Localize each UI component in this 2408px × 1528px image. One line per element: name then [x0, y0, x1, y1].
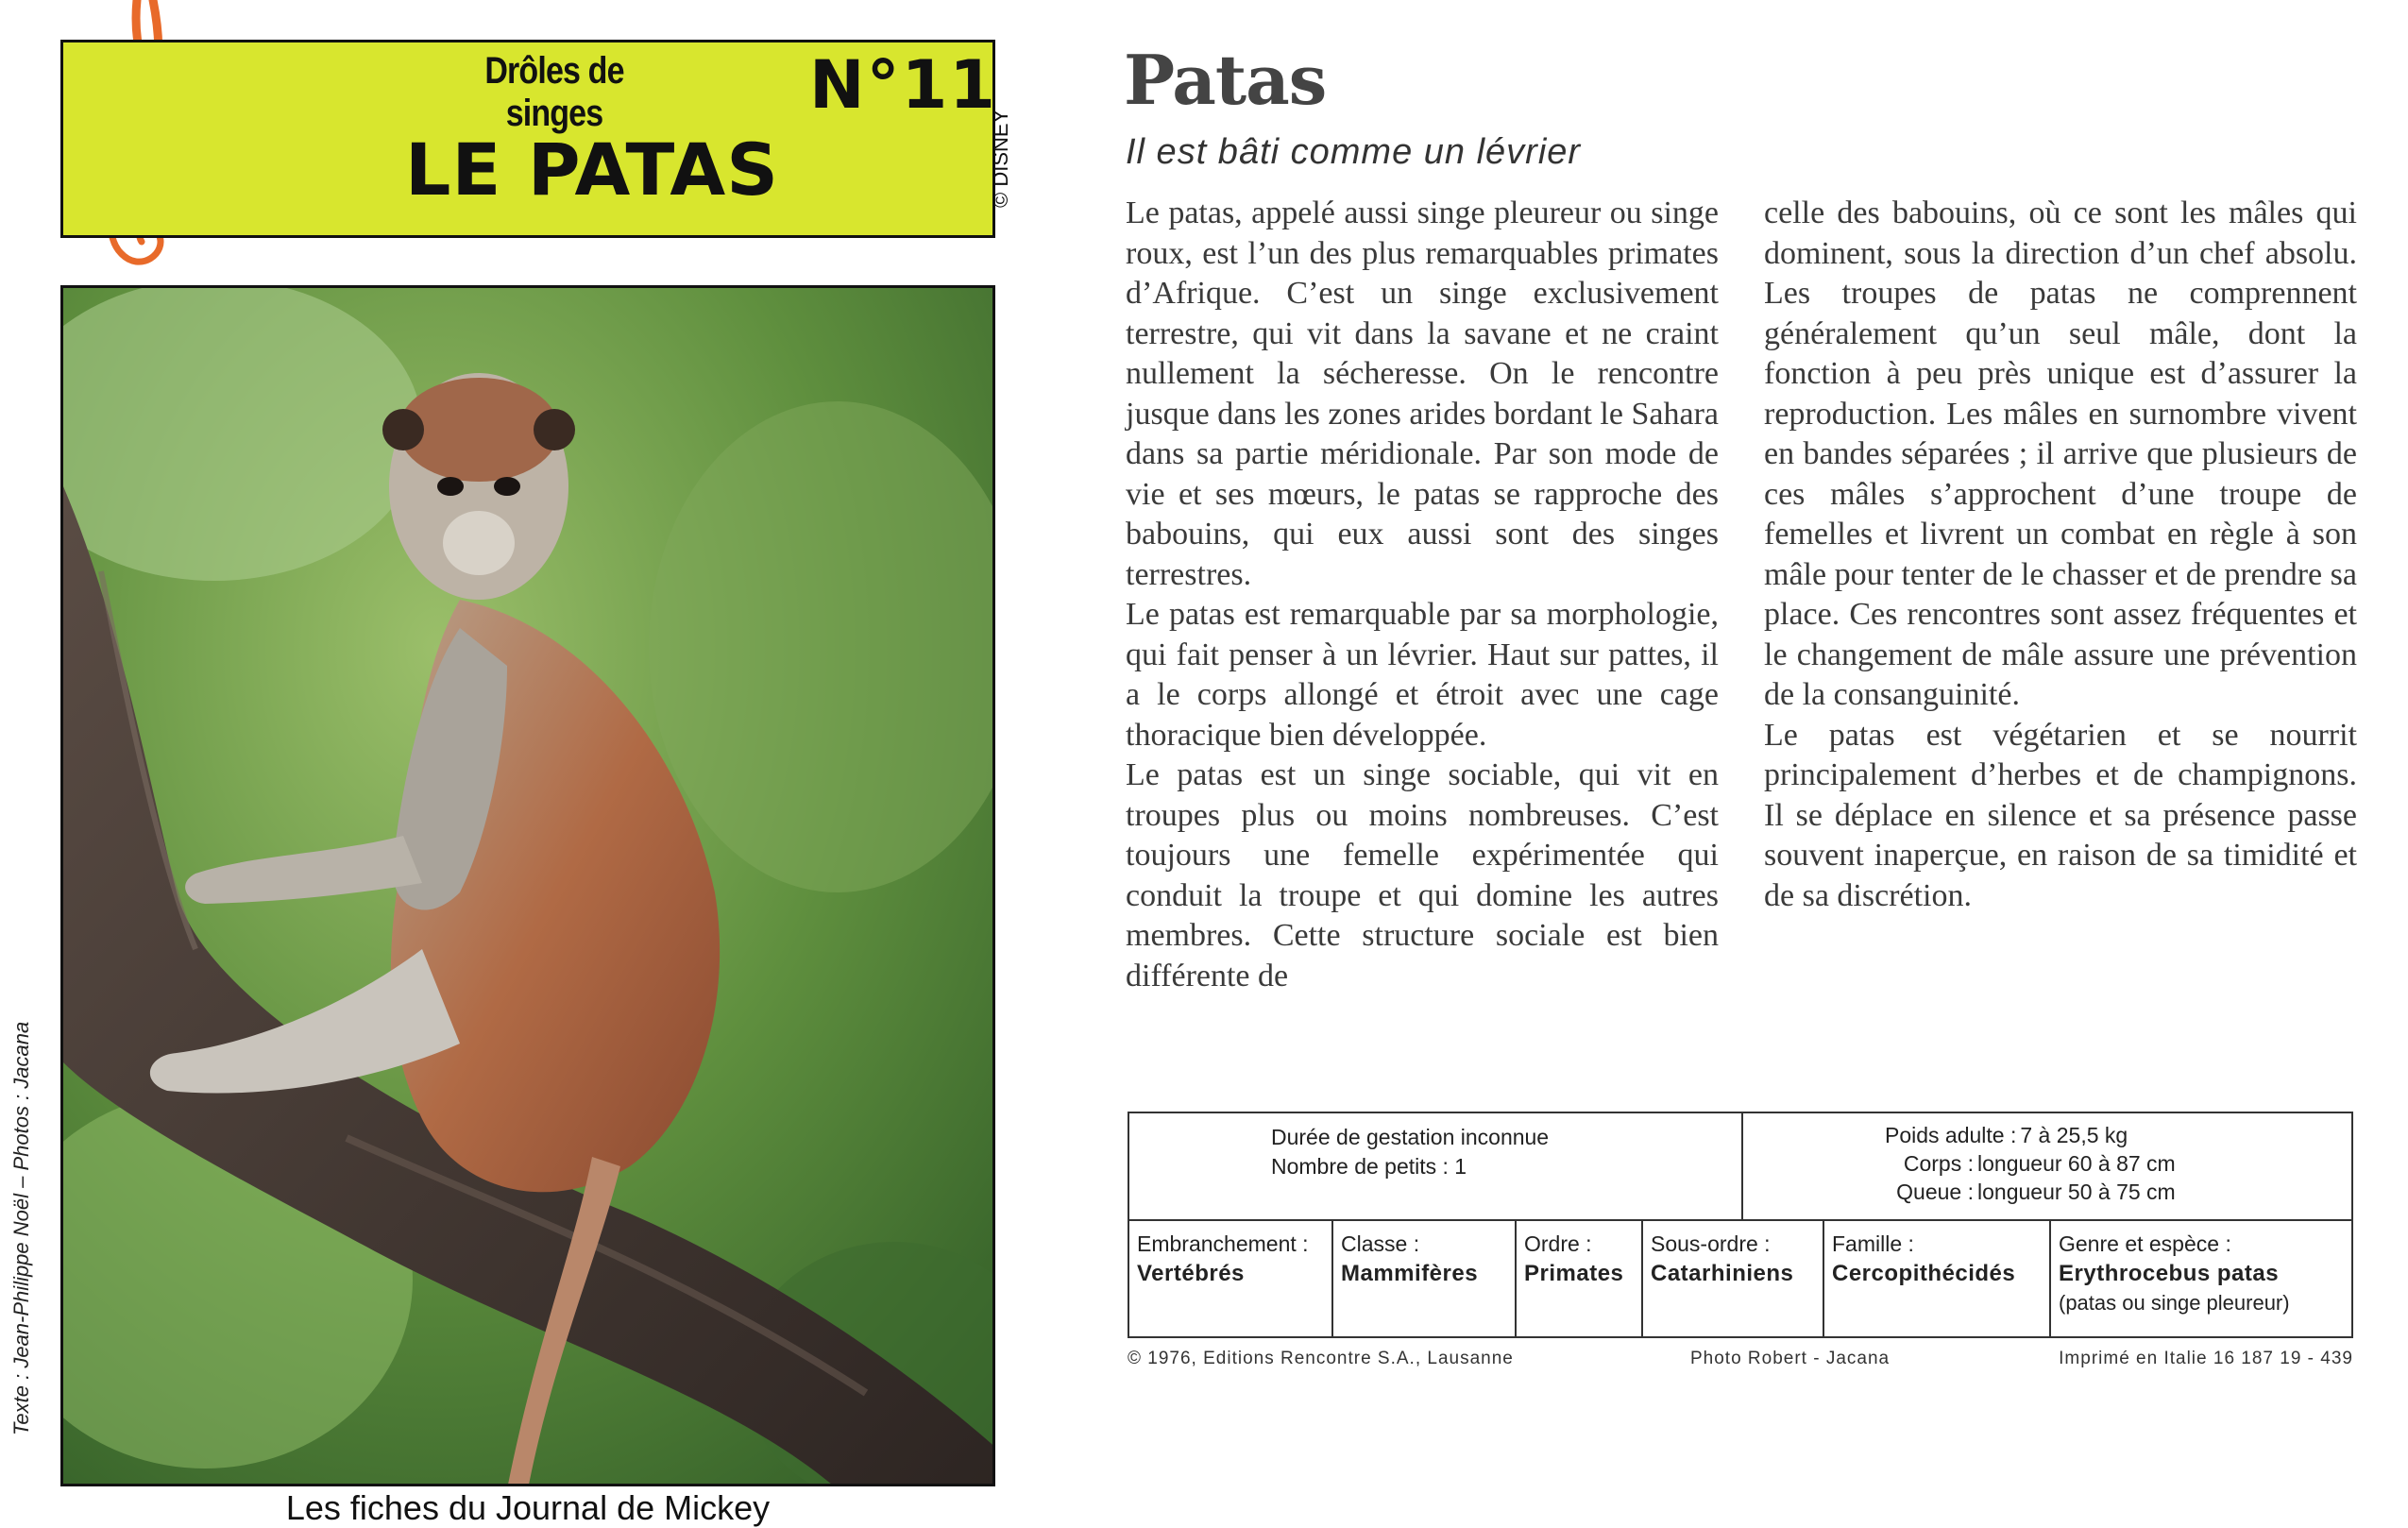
text-column-left	[1126, 194, 1719, 996]
taxonomy-note: (patas ou singe pleureur)	[2059, 1291, 2290, 1315]
taxonomy-value: Catarhiniens	[1651, 1261, 1794, 1286]
taxonomy-value: Mammifères	[1341, 1261, 1479, 1286]
taxonomy-value: Erythrocebus patas	[2059, 1261, 2280, 1286]
taxonomy-label: Ordre :	[1524, 1231, 1592, 1256]
photo-text-credit: Texte : Jean-Philippe Noël – Photos : Jacana	[9, 1021, 33, 1435]
patas-monkey-on-branch-photo	[60, 285, 995, 1486]
taxonomy-label: Famille :	[1832, 1231, 1914, 1256]
tail-label: Queue :	[1896, 1180, 1974, 1204]
reproduction-facts	[1271, 1123, 1549, 1181]
paragraph: Le patas est un singe sociable, qui vit en troupes plus ou moins nombreuses. C’est toujours une femelle expérimentée qui conduit la troupe et qui domine les autres membres. Cette structure sociale est bien différente de	[1126, 757, 1719, 993]
paragraph: Le patas, appelé aussi singe pleureur ou singe roux, est l’un des plus remarquables primates d’Afrique. C’est un singe exclusivement terrestre, qui vit dans la savane et ne craint nullement la sécheresse. On le rencontre jusque dans les zones arides bordant le Sahara dans sa partie méridionale. Par son mode de vie et ses mœurs, le patas se rapproche des babouins, qui eux aussi sont des singes terrestres.	[1126, 195, 1719, 592]
taxonomy-value: Cercopithécidés	[1832, 1261, 2016, 1286]
taxonomy-order	[1517, 1219, 1643, 1336]
taxonomy-label: Genre et espèce :	[2059, 1231, 2231, 1256]
printed-in-text: Imprimé en Italie 16 187 19 - 439	[2059, 1349, 2353, 1368]
taxonomy-value: Vertébrés	[1137, 1261, 1245, 1286]
body-value: longueur 60 à 87 cm	[1977, 1151, 2176, 1176]
taxonomy-label: Classe :	[1341, 1231, 1420, 1256]
tail-value: longueur 50 à 75 cm	[1977, 1180, 2176, 1204]
size-facts	[1885, 1121, 2176, 1206]
article-subtitle: Il est bâti comme un lévrier	[1126, 132, 1582, 172]
photo-credit-text: Photo Robert - Jacana	[1690, 1349, 1891, 1368]
body-length-row	[1885, 1149, 2176, 1178]
facts-table	[1128, 1112, 2353, 1338]
taxonomy-family	[1824, 1219, 2051, 1336]
weight-value: 7 à 25,5 kg	[2020, 1123, 2128, 1147]
photo-illustration	[63, 288, 995, 1486]
tail-length-row	[1885, 1178, 2176, 1206]
paragraph: celle des babouins, où ce sont les mâles qui dominent, sous la direction d’un chef absolu. Les troupes de patas ne comprennent généralement qu’un seul mâle, dont la fonction à peu près unique est d’assurer la reproduction. Les mâles en surnombre vivent en bandes séparées ; il arrive que plusieurs de ces mâles s’approchent d’une troupe de femelles et livrent un combat en règle à son mâle pour tenter de le chasser et de prendre sa place. Ces rencontres sont assez fréquentes et le changement de mâle assure une prévention de la consanguinité.	[1764, 195, 2357, 712]
text-column-right	[1764, 194, 2357, 916]
taxonomy-class	[1333, 1219, 1517, 1336]
taxonomy-value: Primates	[1524, 1261, 1624, 1286]
series-footer: Les fiches du Journal de Mickey	[285, 1488, 771, 1527]
body-label: Corps :	[1903, 1151, 1974, 1176]
paragraph: Le patas est remarquable par sa morphologie, qui fait penser à un lévrier. Haut sur pattes, il a le corps allongé et étroit avec une cage thoracique bien développée.	[1126, 597, 1719, 753]
weight-row	[1885, 1121, 2176, 1149]
taxonomy-phylum	[1129, 1219, 1333, 1336]
taxonomy-row	[1129, 1219, 2351, 1336]
taxonomy-label: Sous-ordre :	[1651, 1231, 1771, 1256]
card-title: LE PATAS	[405, 127, 779, 212]
divider	[1741, 1113, 1743, 1219]
facts-top-row	[1129, 1113, 2351, 1221]
publication-footer	[1128, 1349, 2353, 1377]
copyright-text: © 1976, Editions Rencontre S.A., Lausanne	[1128, 1349, 1514, 1368]
weight-label: Poids adulte :	[1885, 1123, 2017, 1147]
article-title: Patas	[1124, 40, 1327, 120]
taxonomy-label: Embranchement :	[1137, 1231, 1309, 1256]
series-title: Drôles de singes	[484, 50, 624, 134]
card-number: N°11	[809, 46, 997, 124]
gestation-text: Durée de gestation inconnue	[1271, 1125, 1550, 1149]
taxonomy-species	[2051, 1219, 2351, 1336]
young-count-text: Nombre de petits : 1	[1271, 1154, 1467, 1179]
disney-copyright-mark: © DISNEY	[989, 109, 1012, 208]
taxonomy-suborder	[1643, 1219, 1824, 1336]
paragraph: Le patas est végétarien et se nourrit principalement d’herbes et de champignons. Il se déplace en silence et sa présence passe souvent inaperçue, en raison de sa timidité et de sa discrétion.	[1764, 717, 2357, 913]
card-header	[60, 40, 1012, 238]
